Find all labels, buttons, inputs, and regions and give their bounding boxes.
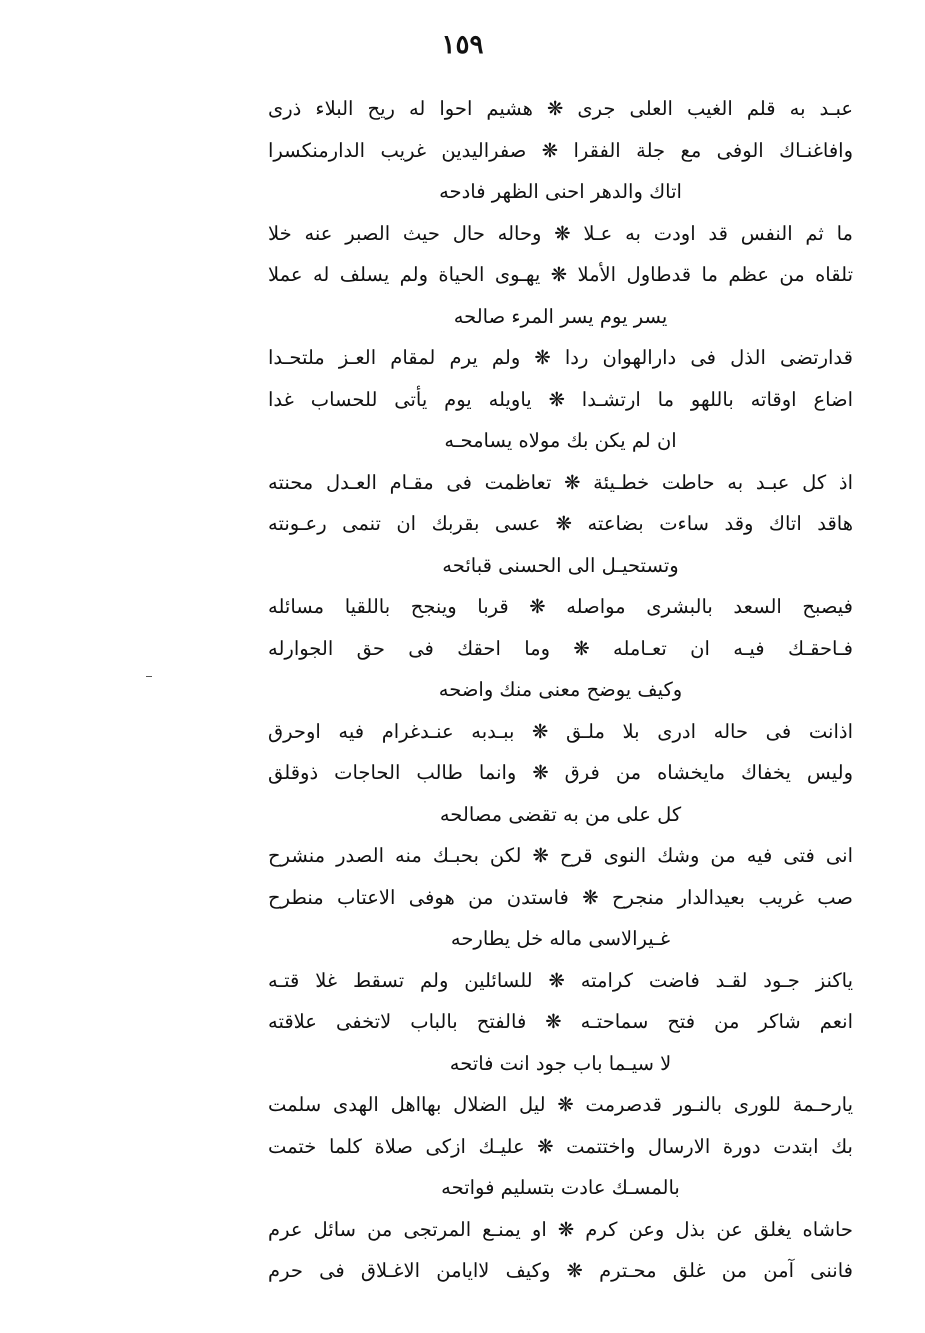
verse-line: اضاع اوقاته باللهو ما ارتشـدا ❋ ياويله يوم يأتى للحساب غدا [268, 387, 853, 411]
verse-line: يارحـمة للورى بالنـور قدصرمت ❋ ليل الضلال بهااهل الهدى سلمت [268, 1093, 853, 1116]
refrain-line: وكيف يوضح معنى منك واضحه [438, 678, 683, 701]
page-number: ١٥٩ [441, 30, 484, 60]
refrain-line: يسر يوم يسر المرء صالحه [453, 304, 668, 328]
verse-line: اذ كل عبـد به حاطت خطـيئة ❋ تعاظمت فى مقـام العـدل محنته [268, 470, 853, 494]
refrain-line: لا سيـما باب جود انت فاتحه [449, 1051, 672, 1075]
verse-line: فيصبح السعد بالبشرى مواصله ❋ قربا وينجح باللقيا مسائله [268, 595, 853, 618]
verse-line: اذانت فى حاله ادرى بلا ملـق ❋ ببـدبه عنـدغرام فيه اوحرق [268, 719, 853, 743]
verse-line: تلقاه من عظم ما قدطاول الأملا ❋ يهـوى الحياة ولم يسلف له عملا [268, 263, 853, 286]
verse-line: صب غريب بعيدالدار منجرح ❋ فاستدن من هوفى الاعتاب منطرح [268, 885, 853, 909]
verse-line: انعم شاكر من فتح سماحتـه ❋ فالفتح بالباب لاتخفى علاقته [268, 1010, 853, 1033]
verse-line: قدارتضى الذل فى دارالهوان ردا ❋ ولم يرم لمقام العـز ملتحـدا [268, 346, 853, 369]
verse-line: ما ثم النفس قد اودت به عـلا ❋ وحاله حال حيث الصبر عنه خلا [268, 221, 853, 245]
refrain-line: غـيرالاسى ماله خل يطارحه [450, 927, 671, 950]
verse-line: عبـد به قلم الغيب العلى جرى ❋ هشيم احوا له ريح البلاء ذرى [268, 97, 853, 120]
refrain-line: بالمسـك عادت بتسليم فواتحه [441, 1176, 680, 1199]
refrain-line: اتاك والدهر احنى الظهر فادحه [439, 180, 682, 203]
verse-line: وليس يخفاك مايخشاه من فرق ❋ وانما طالب الحاجات ذوقلق [268, 761, 853, 784]
verse-line: بك ابتدت دورة الارسال واختتمت ❋ عليـك ازكى صلاة كلما ختمت [268, 1134, 853, 1158]
verse-line: حاشاه يغلق عن بذل وعن كرم ❋ او يمنـع المرتجى من سائل عرم [268, 1217, 853, 1241]
verse-line: وافاغنـاك الوفى مع جلة الفقرا ❋ صفراليدين غريب الدارمنكسرا [268, 138, 853, 162]
verse-line: انى فتى فيه من وشك النوى قرح ❋ لكن بحبـك منه الصدر منشرح [268, 844, 853, 867]
verse-line: فاننى آمن من غلق محـترم ❋ وكيف لاايامن الاغـلاق فى حرم [268, 1259, 853, 1282]
verse-line: فـاحقـك فيـه ان تعـامله ❋ وما احقك فى حق الجوارله [268, 636, 853, 660]
stray-ink-mark [146, 676, 152, 677]
verse-line: هاقد اتاك وقد ساءت بضاعته ❋ عسى بقربك ان تنمى رعـونته [268, 512, 853, 535]
poem-text-block [268, 88, 853, 1292]
refrain-line: وتستحيـل الى الحسنى قبائحه [442, 553, 679, 577]
refrain-line: ان لم يكن بك مولاه يسامحـه [444, 429, 677, 452]
verse-line: ياكنز جـود لقـد فاضت كرامته ❋ للسائلين ولم تسقط غلا قتـه [268, 968, 853, 992]
refrain-line: كل على من به تقضى مصالحه [439, 802, 682, 826]
